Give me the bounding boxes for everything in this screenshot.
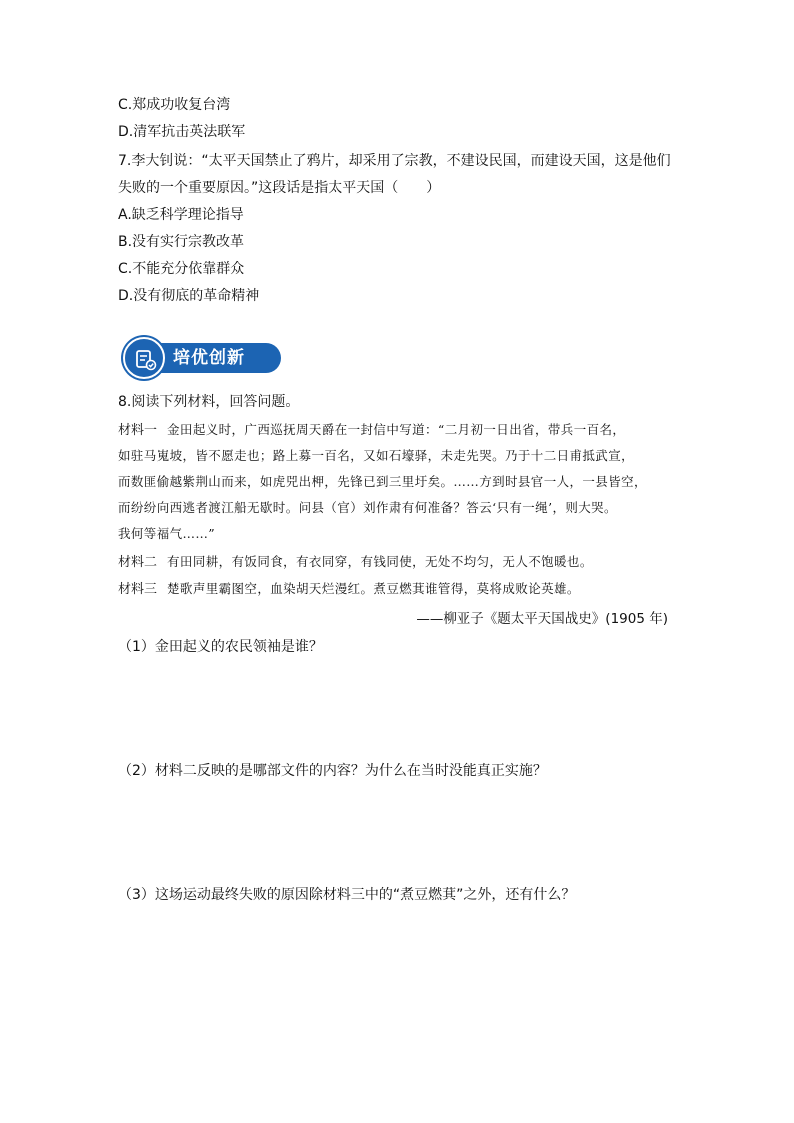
document-check-icon: [134, 348, 158, 372]
section-title: 培优创新: [173, 348, 245, 368]
material-3-source: ——柳亚子《题太平天国战史》(1905 年): [416, 611, 668, 627]
material-1-line-1: [118, 421, 625, 440]
q7-stem-line-1: 7.李大钊说：“太平天国禁止了鸦片，却采用了宗教，不建设民国，而建设天国，这是他们: [118, 153, 671, 169]
q8-stem: 8.阅读下列材料，回答问题。: [118, 394, 300, 410]
material-1-line-3: 而数匪偷越紫荆山而来，如虎兕出柙，先锋已到三里圩矣。……方到时县官一人，一县皆空，: [118, 474, 647, 489]
q6-option-d: D.清军抗击英法联军: [118, 124, 246, 140]
material-1-line-4: 而纷纷向西逃者渡江船无歇时。问县（官）刘作肃有何准备？答云‘只有一绳’，则大哭。: [118, 500, 617, 515]
material-3: [118, 580, 580, 599]
q7-option-a: A.缺乏科学理论指导: [118, 207, 244, 223]
material-3-label: 材料三: [118, 582, 158, 597]
material-2: [118, 553, 593, 572]
material-1-line-2: 如驻马嵬坡，皆不愿走也；路上募一百名，又如石壕驿，未走先哭。乃于十二日甫抵武宣，: [118, 448, 635, 463]
sub-question-1: （1）金田起义的农民领袖是谁？: [118, 639, 323, 655]
material-2-label: 材料二: [118, 555, 158, 570]
material-1-line-5: 我何等福气……”: [118, 526, 216, 541]
sub-question-2: （2）材料二反映的是哪部文件的内容？为什么在当时没能真正实施？: [118, 763, 547, 779]
q7-option-b: B.没有实行宗教改革: [118, 234, 245, 250]
material-3-text: 楚歌声里霸图空，血染胡天烂漫红。煮豆燃萁谁管得，莫将成败论英雄。: [167, 581, 580, 596]
material-2-text: 有田同耕，有饭同食，有衣同穿，有钱同使，无处不均匀，无人不饱暖也。: [167, 554, 593, 569]
material-1-text-1: 金田起义时，广西巡抚周天爵在一封信中写道：“二月初一日出省，带兵一百名，: [167, 422, 626, 437]
q6-option-c: C.郑成功收复台湾: [118, 97, 231, 113]
sub-question-3: （3）这场运动最终失败的原因除材料三中的“煮豆燃萁”之外，还有什么？: [118, 887, 576, 903]
q7-stem-line-2: 失败的一个重要原因。”这段话是指太平天国（ ）: [118, 180, 441, 196]
q7-option-c: C.不能充分依靠群众: [118, 261, 245, 277]
material-1-label: 材料一: [118, 423, 158, 438]
q7-option-d: D.没有彻底的革命精神: [118, 288, 260, 304]
banner-icon-badge: [123, 337, 165, 379]
section-banner: [123, 337, 283, 379]
